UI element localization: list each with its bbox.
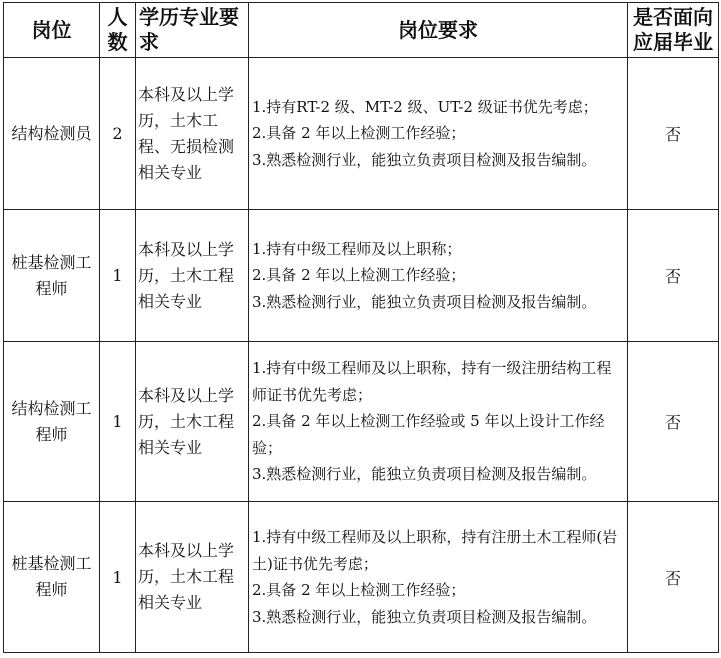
cell-fresh-graduate: 否 bbox=[628, 342, 719, 502]
requirement-line: 1.持有中级工程师及以上职称，持有一级注册结构工程师证书优先考虑； bbox=[252, 359, 612, 404]
job-requirements-table bbox=[3, 2, 719, 653]
requirement-line: 2.具备 2 年以上检测工作经验； bbox=[252, 266, 466, 285]
requirement-line: 3.熟悉检测行业，能独立负责项目检测及报告编制。 bbox=[252, 465, 597, 484]
requirement-line: 3.熟悉检测行业，能独立负责项目检测及报告编制。 bbox=[252, 607, 597, 626]
cell-position: 结构检测员 bbox=[4, 58, 100, 210]
cell-count: 1 bbox=[100, 502, 136, 653]
requirement-line: 2.具备 2 年以上检测工作经验； bbox=[252, 124, 466, 143]
cell-education: 本科及以上学历，土木工程相关专业 bbox=[136, 342, 249, 502]
requirement-line: 2.具备 2 年以上检测工作经验或 5 年以上设计工作经验； bbox=[252, 412, 605, 457]
table-row bbox=[4, 342, 719, 502]
cell-fresh-graduate: 否 bbox=[628, 58, 719, 210]
cell-education: 本科及以上学历，土木工程相关专业 bbox=[136, 502, 249, 653]
requirement-line: 1.持有中级工程师及以上职称； bbox=[252, 239, 462, 258]
header-position: 岗位 bbox=[4, 3, 100, 58]
cell-requirements bbox=[249, 58, 628, 210]
cell-requirements bbox=[249, 502, 628, 653]
table-row bbox=[4, 502, 719, 653]
header-education: 学历专业要求 bbox=[136, 3, 249, 58]
header-count: 人数 bbox=[100, 3, 136, 58]
cell-education: 本科及以上学历，土木工程相关专业 bbox=[136, 210, 249, 342]
cell-position: 结构检测工程师 bbox=[4, 342, 100, 502]
requirement-line: 2.具备 2 年以上检测工作经验； bbox=[252, 581, 466, 599]
requirement-line: 1.持有RT-2 级、MT-2 级、UT-2 级证书优先考虑； bbox=[252, 97, 598, 116]
cell-fresh-graduate: 否 bbox=[628, 210, 719, 342]
cell-position: 桩基检测工程师 bbox=[4, 502, 100, 653]
cell-count: 1 bbox=[100, 210, 136, 342]
table-row bbox=[4, 58, 719, 210]
cell-fresh-graduate: 否 bbox=[628, 502, 719, 653]
table-row bbox=[4, 210, 719, 342]
requirement-line: 3.熟悉检测行业，能独立负责项目检测及报告编制。 bbox=[252, 292, 597, 311]
requirement-line: 3.熟悉检测行业，能独立负责项目检测及报告编制。 bbox=[252, 150, 597, 169]
cell-education: 本科及以上学历，土木工程、无损检测相关专业 bbox=[136, 58, 249, 210]
requirement-line: 1.持有中级工程师及以上职称，持有注册土木工程师(岩土)证书优先考虑； bbox=[252, 528, 618, 573]
cell-requirements bbox=[249, 342, 628, 502]
cell-requirements bbox=[249, 210, 628, 342]
header-requirements: 岗位要求 bbox=[249, 3, 628, 58]
header-row bbox=[4, 3, 719, 58]
cell-position: 桩基检测工程师 bbox=[4, 210, 100, 342]
header-fresh-graduate: 是否面向应届毕业 bbox=[628, 3, 719, 58]
cell-count: 1 bbox=[100, 342, 136, 502]
cell-count: 2 bbox=[100, 58, 136, 210]
